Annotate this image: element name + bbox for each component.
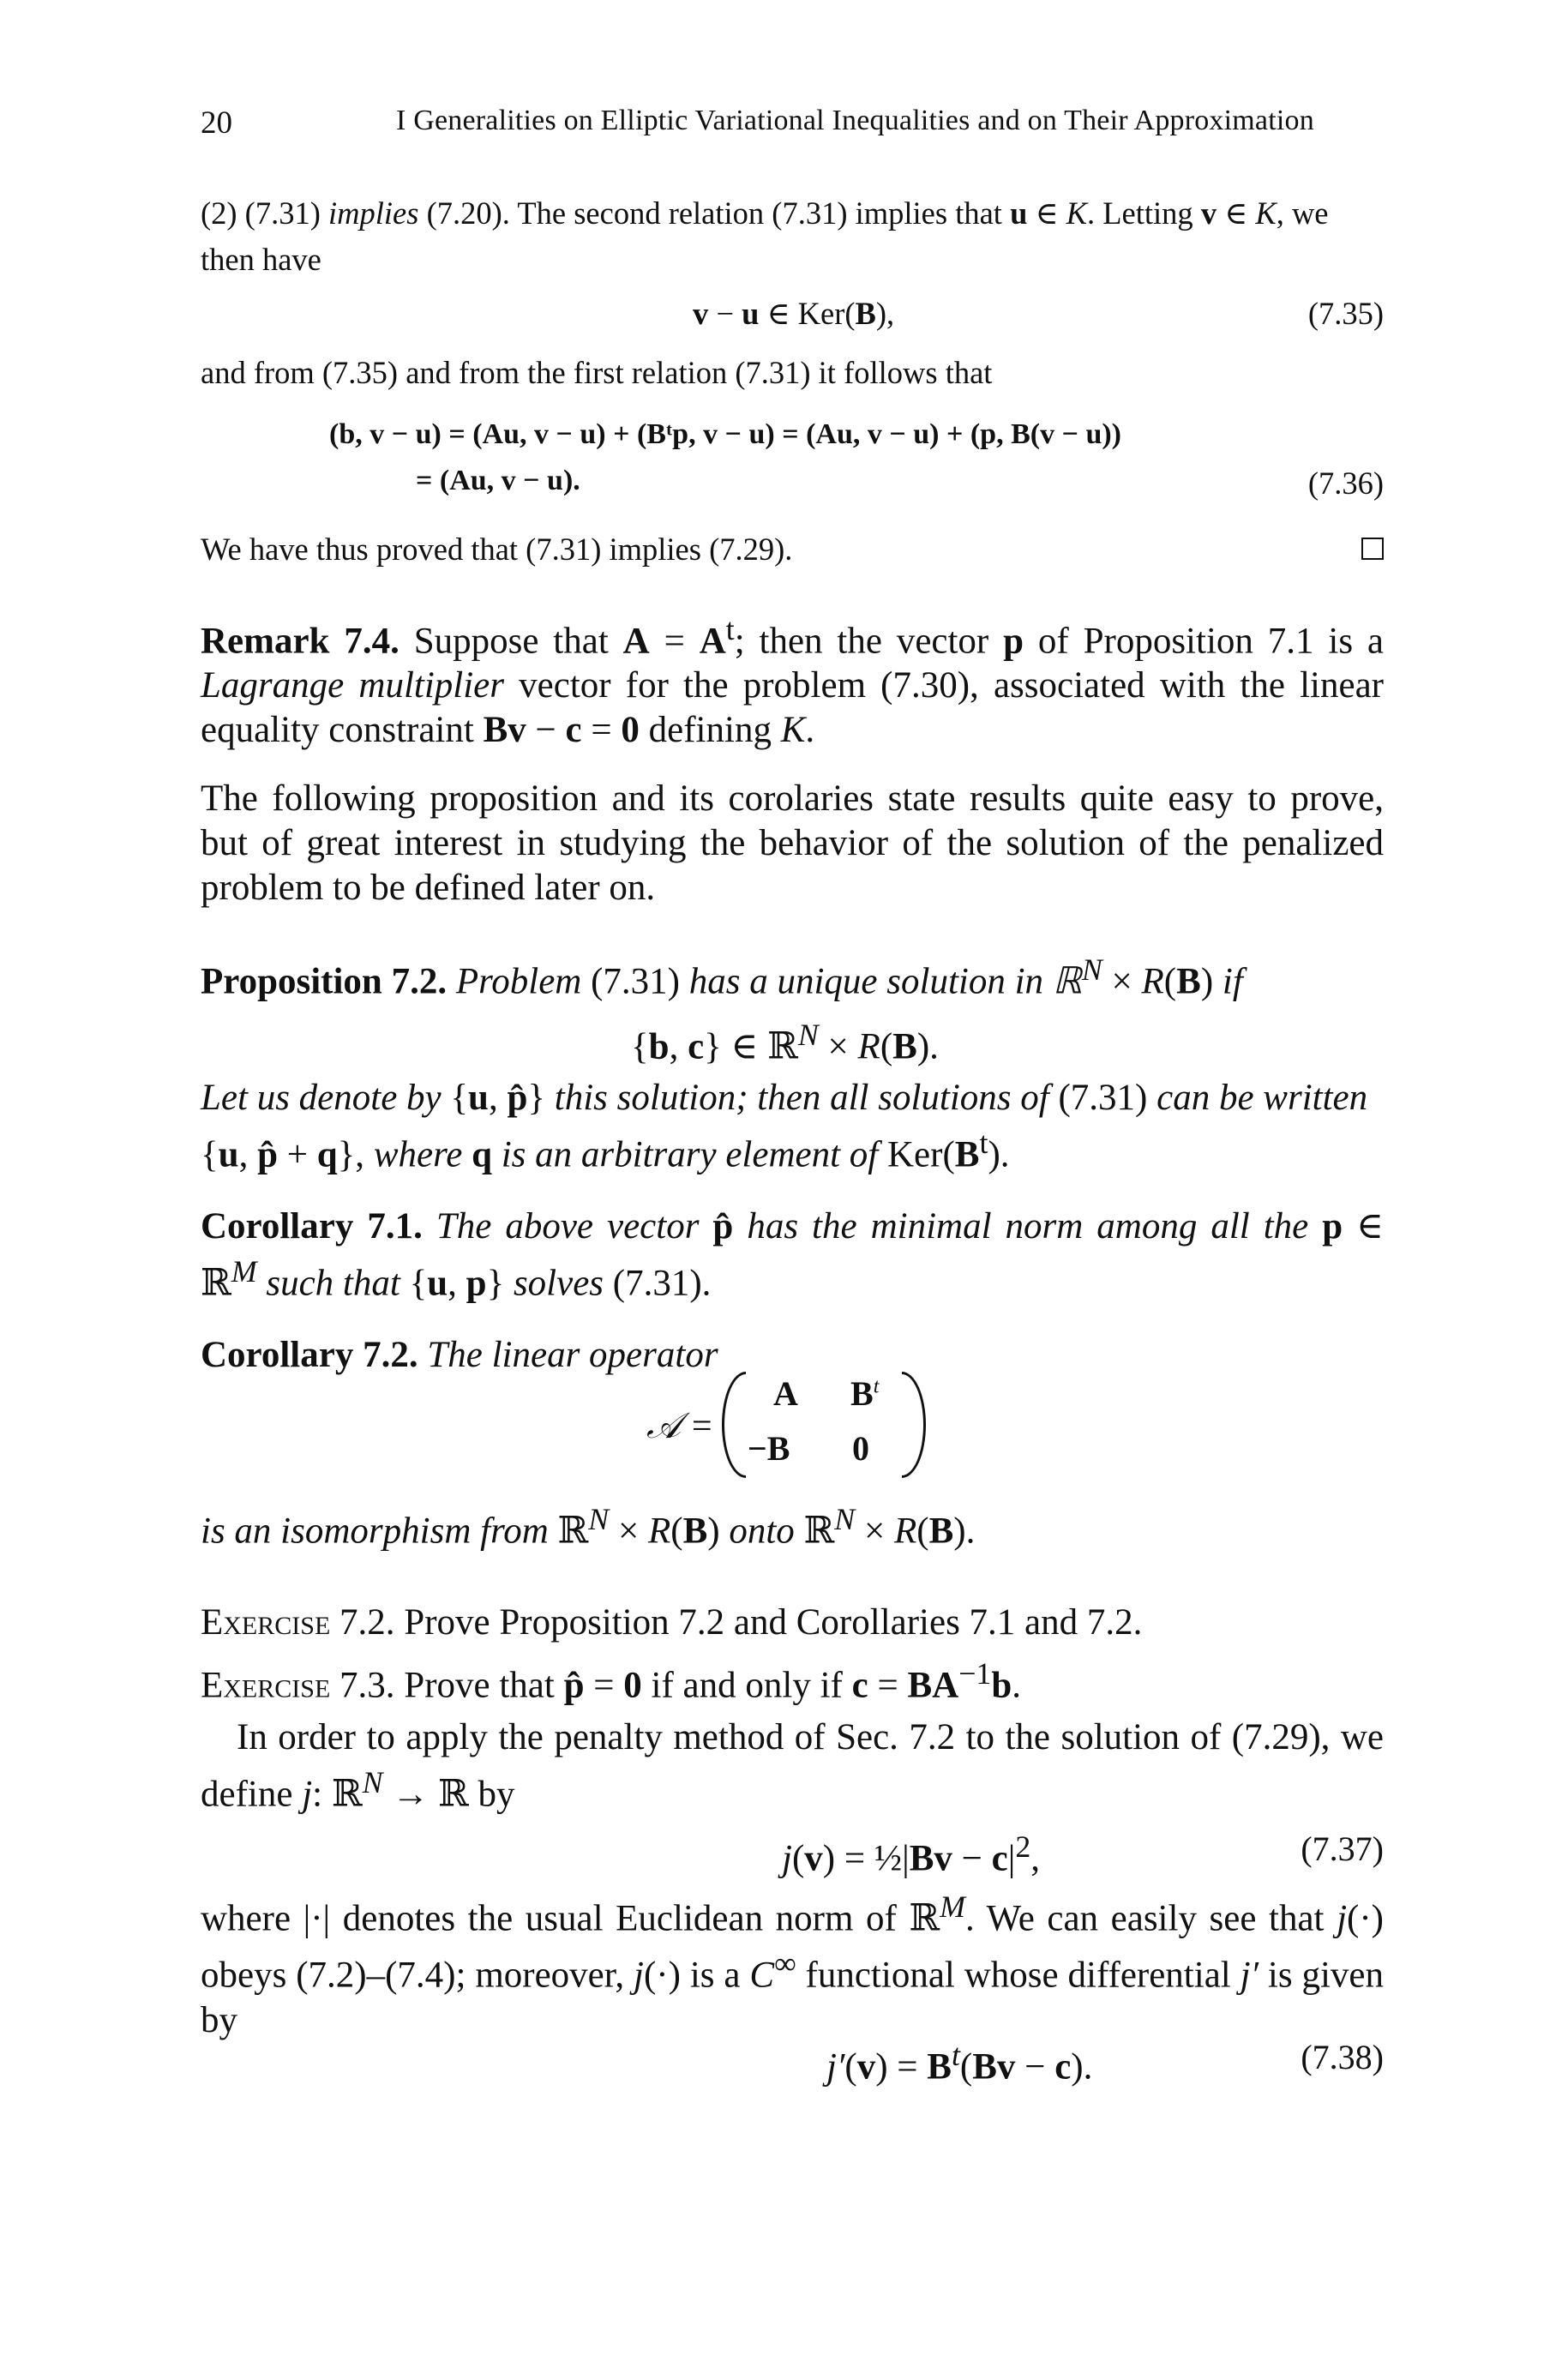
corollary-7-1: Corollary 7.1. The above vector p̂ has the minimal norm among all the p ∈ ℝ$^M$ such that {u, p} solves (7.31). (201, 1206, 1385, 1304)
left-paren (722, 1372, 746, 1478)
penalty-paragraph: In order to apply the penalty method of Sec. 7.2 to the solution of (7.29), we define j: ℝ$^N$ → ℝ by (201, 1717, 1384, 1815)
corollary-7-2: Corollary 7.2. The linear operator (201, 1335, 718, 1375)
exercise-7-3: Exercise 7.3. Prove that p̂ = 0 if and only if $c = BA^{-1}b$. (201, 1656, 1021, 1706)
proof-end-line: We have thus proved that (7.31) implies (7.29). (201, 526, 1384, 574)
running-title: I Generalities on Elliptic Variational Inequalities and on Their Approximation (396, 105, 1314, 136)
qed-square-icon (1361, 538, 1384, 560)
proposition-7-2: Proposition 7.2. Problem (7.31) has a unique solution in ℝ$^N$ × R(B) if (201, 952, 1243, 1002)
remark-label: Remark 7.4. (201, 621, 400, 662)
where-paragraph: where |·| denotes the usual Euclidean norm of ℝ$^M$. We can easily see that j(·) obeys (7.2)–(7.4); moreover, j(·) is a C∞ functional whose differential j′ is given by (201, 1889, 1385, 2040)
exercise-label: Exercise (201, 1602, 331, 1643)
equation-number: (7.35) (1307, 296, 1384, 331)
equation-7-35: v − u ∈ Ker(B), (7.35) (693, 296, 1384, 331)
matrix-cell-21: −B (748, 1429, 790, 1468)
equation-number: (7.36) (1307, 466, 1384, 501)
running-header (201, 105, 1384, 142)
corollary-7-2-continued: is an isomorphism from ℝ$^N$ × R(B) onto ℝ$^N$ × R(B). (201, 1502, 976, 1552)
after-7-35-text: and from (7.35) and from the first relation (7.31) it follows that (201, 355, 993, 390)
corollary-label: Corollary 7.1. (201, 1206, 423, 1247)
matrix-cell-12: $B^t$ (850, 1374, 880, 1413)
page-number: 20 (201, 105, 232, 141)
matrix-cell-22: 0 (852, 1429, 869, 1468)
proposition-label: Proposition 7.2. (201, 961, 448, 1002)
equation-line-2: = (Au, v − u). (416, 465, 580, 496)
proposition-7-2-continued: Let us denote by {u, p̂} this solution; then all solutions of (7.31) can be written {u, p̂ + q}, where q is an arbitrary element of $Ker(B^t)$. (201, 1078, 1368, 1175)
equation-number: (7.37) (1301, 1829, 1384, 1868)
exercise-7-2: Exercise 7.2. Prove Proposition 7.2 and Corollaries 7.1 and 7.2. (201, 1602, 1143, 1643)
equation-7-38: $j'(v) = B^t(Bv - c)$. (7.38) (826, 2038, 1384, 2088)
equation-line-1: (b, v − u) = (Au, v − u) + (Bᵗp, v − u) = (Au, v − u) + (p, B(v − u)) (329, 418, 1121, 450)
following-paragraph: The following proposition and its corolaries state results quite easy to prove, but of great interest in studying the behavior of the solution of the penalized problem to be defined later on. (201, 778, 1384, 908)
corollary-label: Corollary 7.2. (201, 1335, 418, 1375)
equation-number: (7.38) (1301, 2038, 1384, 2076)
operator-matrix (646, 1372, 921, 1483)
proposition-display: {b, c} ∈ ℝ$^N$ × R(B). (631, 1018, 939, 1067)
exercise-label: Exercise (201, 1665, 331, 1706)
matrix-cell-11: A (773, 1374, 798, 1413)
remark-7-4: Remark 7.4. Suppose that $A = A^t$; then the vector p of Proposition 7.1 is a Lagrange multiplier vector for the problem (7.30), associated with the linear equality constraint Bv − c = 0 defining K. (201, 612, 1384, 751)
equation-7-37: j(v) = ½|Bv − $c|^2$, (7.37) (782, 1829, 1384, 1879)
operator-symbol: 𝒜 = (646, 1407, 714, 1446)
right-paren (902, 1372, 926, 1478)
intro-paragraph: (2) (7.31) implies (7.20). The second relation (7.31) implies that u ∈ K. Letting v ∈ K, we then have (201, 195, 1329, 277)
equation-7-36 (201, 418, 1384, 521)
